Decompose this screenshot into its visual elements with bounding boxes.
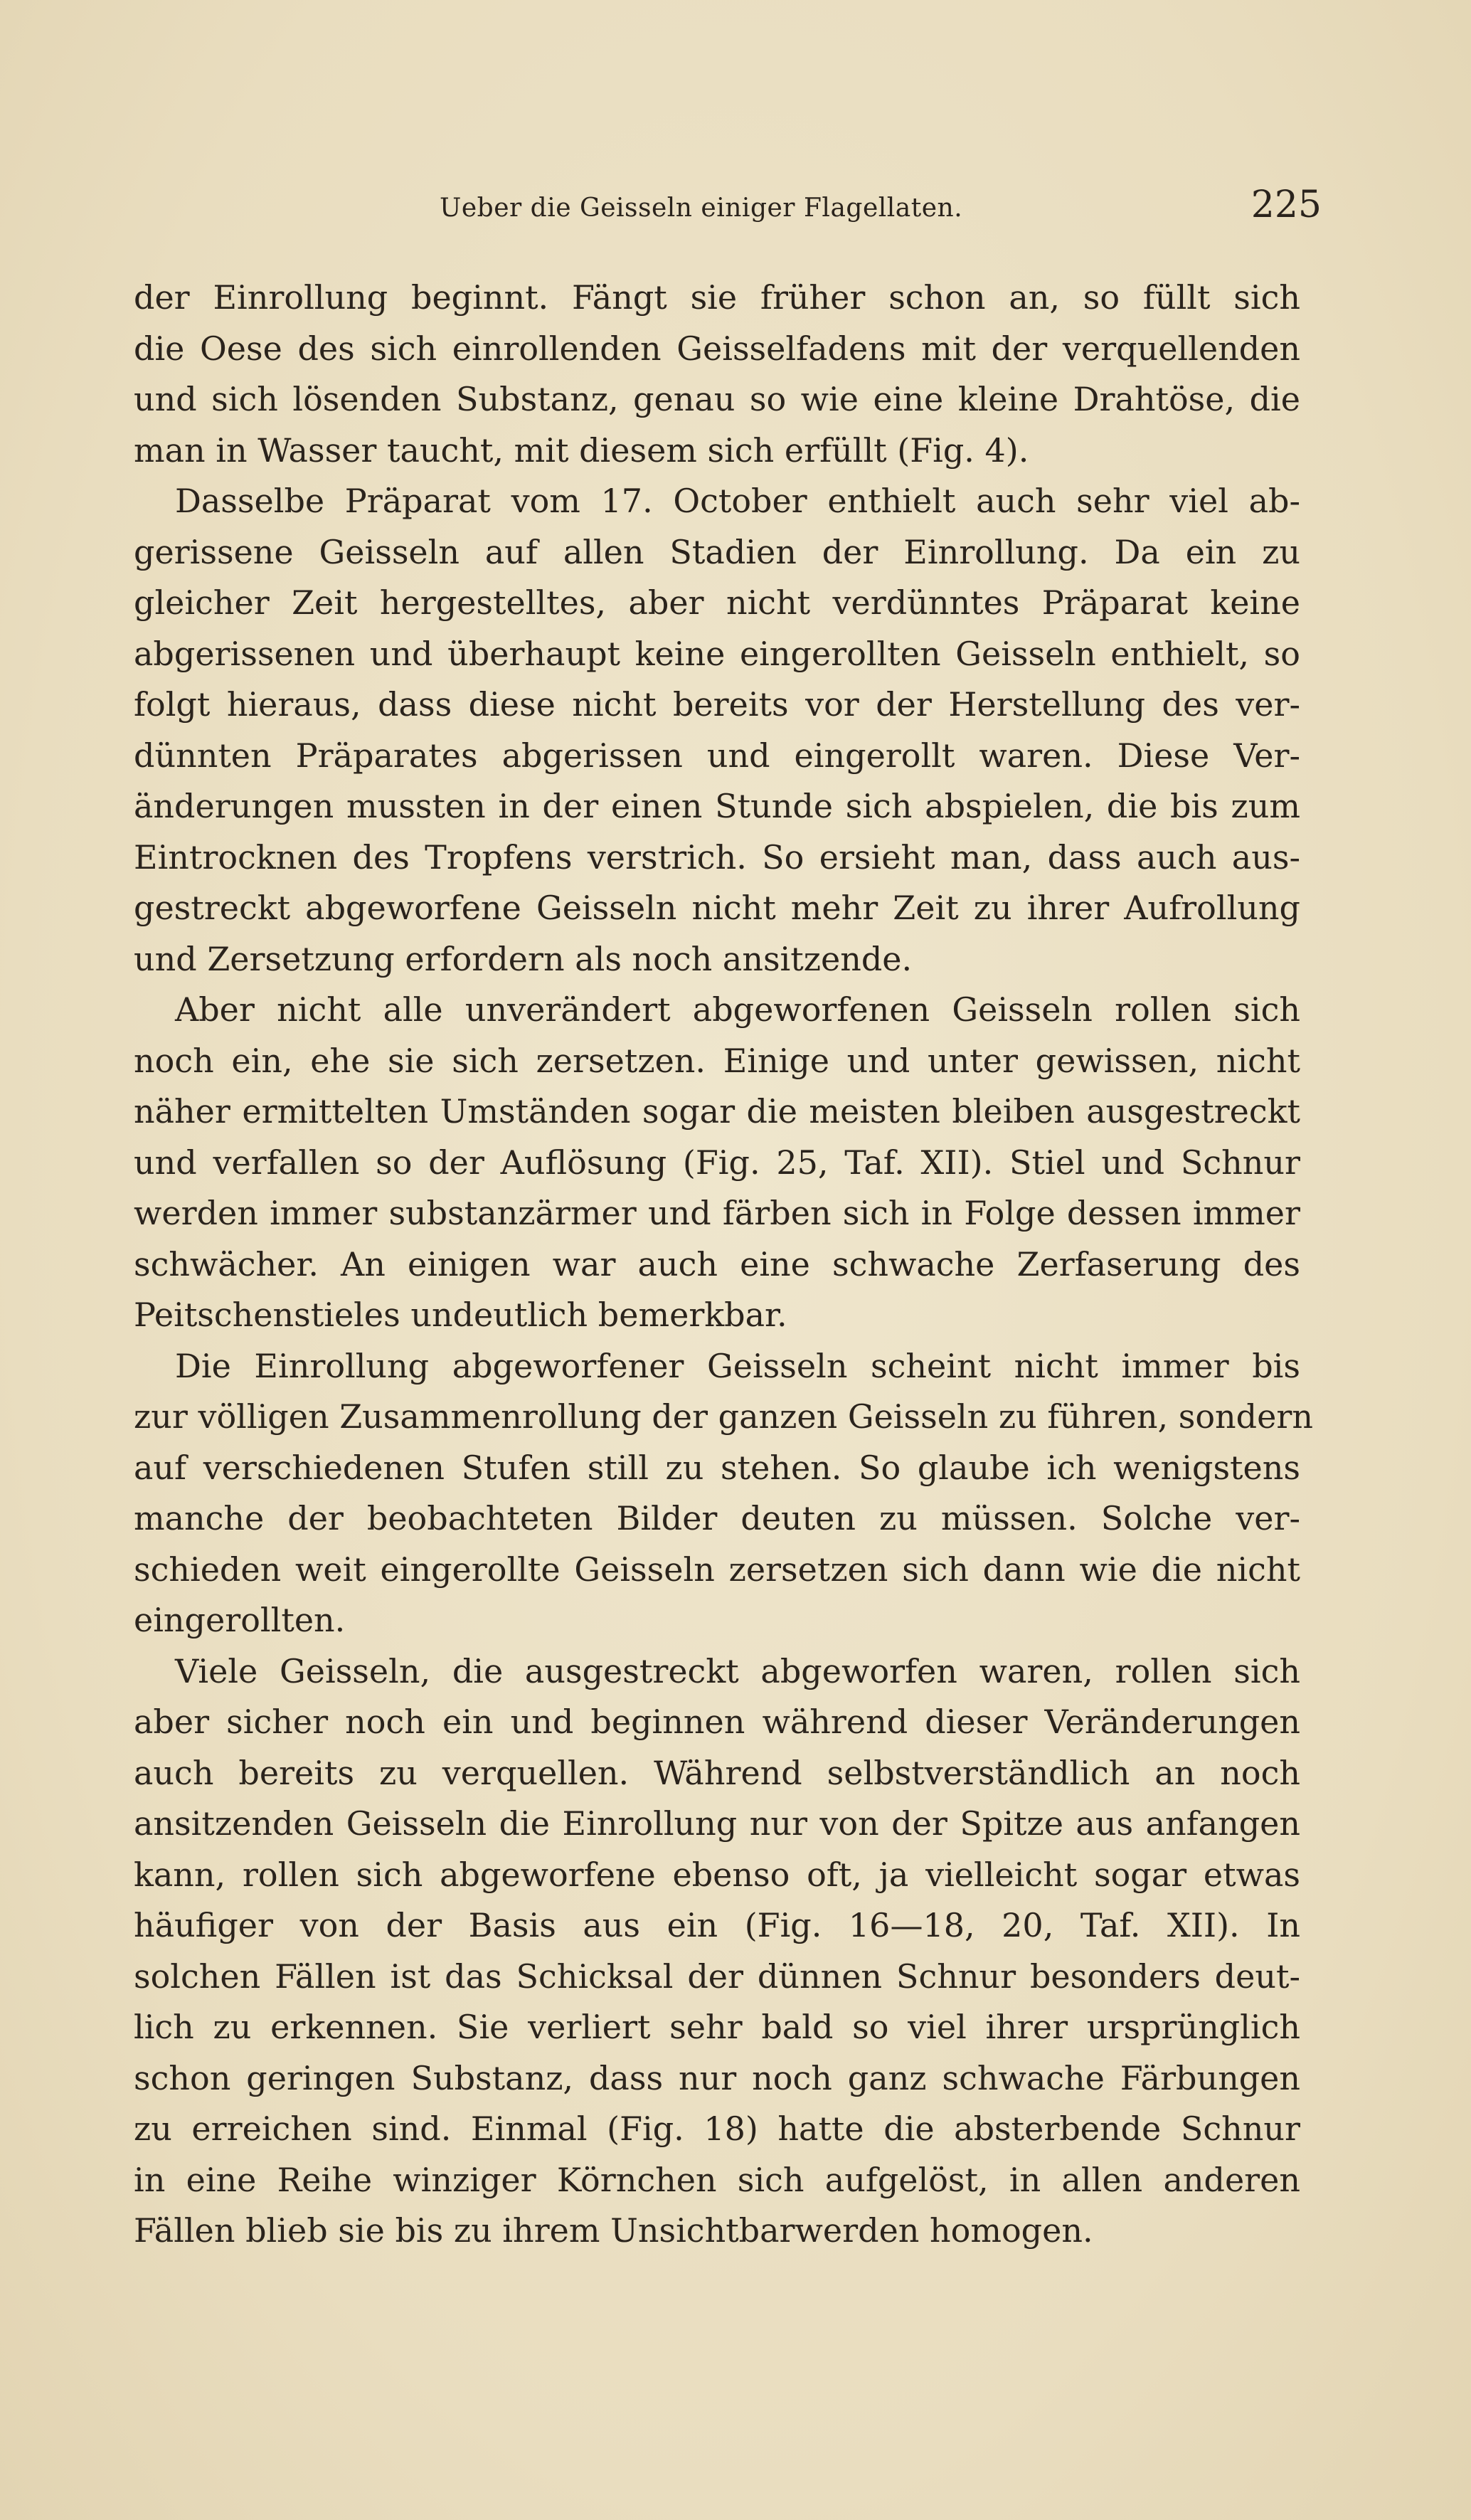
text-line: man in Wasser taucht, mit diesem sich erfüllt (Fig. 4). <box>134 430 1029 470</box>
text-line: kann, rollen sich abgeworfene ebenso oft, ja vielleicht sogar etwas <box>134 1855 1300 1894</box>
text-line: Peitschenstieles undeutlich bemerkbar. <box>134 1296 787 1334</box>
text-line: und sich lösenden Substanz, genau so wie eine kleine Drahtöse, die <box>134 380 1300 418</box>
text-line: die Oese des sich einrollenden Geisselfadens mit der verquellenden <box>134 329 1300 368</box>
text-line: änderungen mussten in der einen Stunde sich abspielen, die bis zum <box>134 787 1300 825</box>
text-line: gerissene Geisseln auf allen Stadien der Einrollung. Da ein zu <box>134 532 1300 571</box>
text-line: solchen Fällen ist das Schicksal der dünnen Schnur besonders deut- <box>134 1957 1300 1996</box>
text-line: häufiger von der Basis aus ein (Fig. 16—18, 20, Taf. XII). In <box>134 1906 1300 1944</box>
text-line: schon geringen Substanz, dass nur noch ganz schwache Färbungen <box>134 2058 1300 2097</box>
text-line: näher ermittelten Umständen sogar die meisten bleiben ausgestreckt <box>134 1092 1300 1131</box>
text-line: werden immer substanzärmer und färben sich in Folge dessen immer <box>134 1194 1300 1232</box>
text-line: und verfallen so der Auflösung (Fig. 25, Taf. XII). Stiel und Schnur <box>134 1143 1300 1182</box>
text-line: lich zu erkennen. Sie verliert sehr bald so viel ihrer ursprünglich <box>134 2008 1300 2046</box>
text-line: und Zersetzung erfordern als noch ansitzende. <box>134 939 913 978</box>
running-title: Ueber die Geisseln einiger Flagellaten. <box>440 194 963 223</box>
text-line: gleicher Zeit hergestelltes, aber nicht verdünntes Präparat keine <box>134 583 1300 622</box>
text-line: aber sicher noch ein und beginnen während dieser Veränderungen <box>134 1703 1300 1741</box>
text-line: Viele Geisseln, die ausgestreckt abgeworfen waren, rollen sich <box>175 1651 1300 1690</box>
text-line: schieden weit eingerollte Geisseln zersetzen sich dann wie die nicht <box>134 1550 1300 1589</box>
text-line: Eintrocknen des Tropfens verstrich. So ersieht man, dass auch aus- <box>134 837 1300 877</box>
text-line: dünnten Präparates abgerissen und eingerollt waren. Diese Ver- <box>134 736 1300 775</box>
text-line: folgt hieraus, dass diese nicht bereits vor der Herstellung des ver- <box>134 685 1300 724</box>
body-text <box>134 272 1313 2257</box>
text-line: auf verschiedenen Stufen still zu stehen. So glaube ich wenigstens <box>134 1448 1300 1487</box>
text-line: Dasselbe Präparat vom 17. October enthielt auch sehr viel ab- <box>175 482 1300 520</box>
text-line: Fällen blieb sie bis zu ihrem Unsichtbarwerden homogen. <box>134 2211 1093 2250</box>
text-line: eingerollten. <box>134 1601 346 1639</box>
text-line: gestreckt abgeworfene Geisseln nicht mehr Zeit zu ihrer Aufrollung <box>134 889 1300 927</box>
page-number: 225 <box>1250 184 1322 226</box>
text-line: Die Einrollung abgeworfener Geisseln scheint nicht immer bis <box>175 1346 1300 1385</box>
page-header <box>134 184 1322 240</box>
text-line: auch bereits zu verquellen. Während selbstverständlich an noch <box>134 1753 1300 1792</box>
text-line: ansitzenden Geisseln die Einrollung nur von der Spitze aus anfangen <box>134 1804 1300 1843</box>
text-line: zu erreichen sind. Einmal (Fig. 18) hatte die absterbende Schnur <box>134 2109 1300 2148</box>
text-line: schwächer. An einigen war auch eine schwache Zerfaserung des <box>134 1244 1300 1283</box>
text-line: manche der beobachteten Bilder deuten zu müssen. Solche ver- <box>134 1499 1300 1537</box>
text-line: abgerissenen und überhaupt keine eingerollten Geisseln enthielt, so <box>134 634 1300 673</box>
text-line: Aber nicht alle unverändert abgeworfenen Geisseln rollen sich <box>175 990 1300 1029</box>
text-line: zur völligen Zusammenrollung der ganzen Geisseln zu führen, sondern <box>134 1397 1313 1436</box>
text-line: noch ein, ehe sie sich zersetzen. Einige und unter gewissen, nicht <box>134 1041 1300 1080</box>
text-line: der Einrollung beginnt. Fängt sie früher schon an, so füllt sich <box>134 278 1300 317</box>
text-line: in eine Reihe winziger Körnchen sich aufgelöst, in allen anderen <box>134 2160 1300 2199</box>
